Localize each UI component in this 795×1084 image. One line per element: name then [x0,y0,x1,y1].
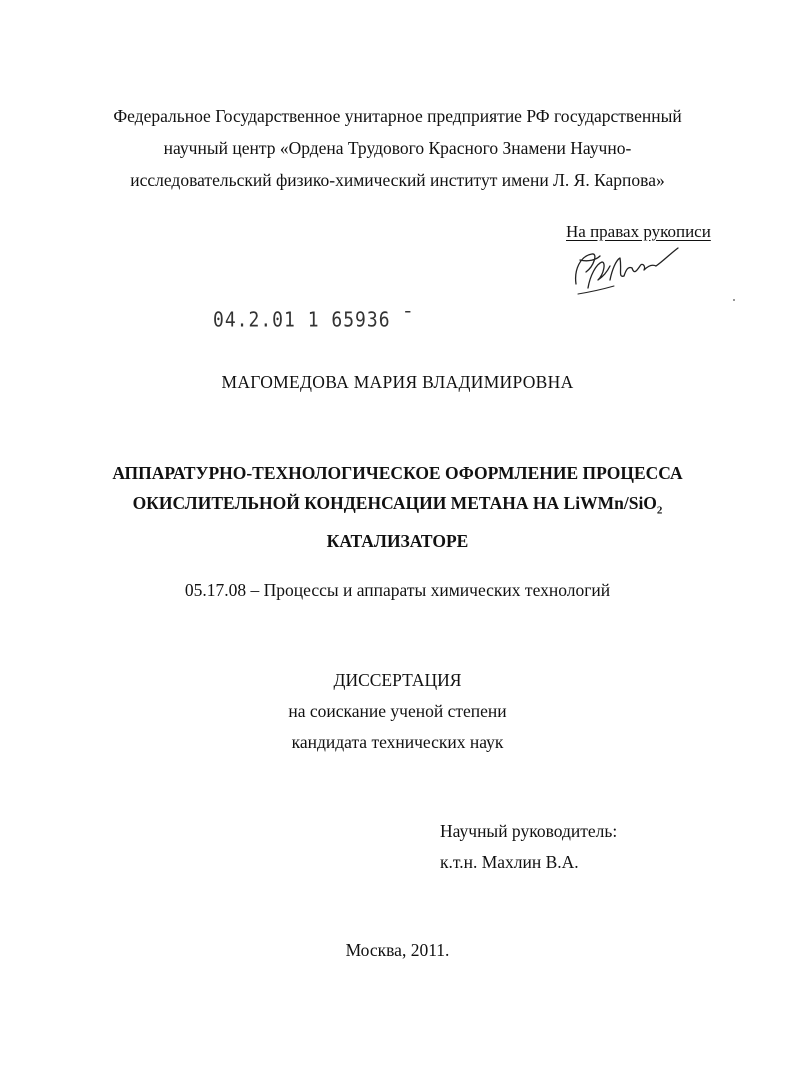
organization-line-1: Федеральное Государственное унитарное предприятие РФ государственный [113,106,682,126]
supervisor-block [440,816,617,878]
dissertation-degree-line-2: кандидата технических наук [291,732,504,752]
dissertation-degree-line-1: на соискание ученой степени [288,701,507,721]
dissertation-block [0,665,795,758]
scan-speck [733,299,735,301]
organization-line-2: научный центр «Ордена Трудового Красного Знамени Научно- [163,138,632,158]
title-line-2-text: ОКИСЛИТЕЛЬНОЙ КОНДЕНСАЦИИ МЕТАНА НА LiWMn/SiO [132,493,657,513]
registration-number: 04.2.01 1 65936 ˉ [213,308,415,333]
organization-line-3: исследовательский физико-химический институт имени Л. Я. Карпова» [130,170,665,190]
title-line-2 [0,488,795,526]
author-name: МАГОМЕДОВА МАРИЯ ВЛАДИМИРОВНА [221,372,574,392]
dissertation-heading: ДИССЕРТАЦИЯ [333,670,462,690]
manuscript-rights-note: На правах рукописи [566,222,711,241]
dissertation-title [0,458,795,556]
supervisor-name: к.т.н. Махлин В.А. [440,852,579,872]
organization-block [0,100,795,196]
supervisor-label: Научный руководитель: [440,821,618,841]
title-line-1: АППАРАТУРНО-ТЕХНОЛОГИЧЕСКОЕ ОФОРМЛЕНИЕ ПРОЦЕССА [112,463,683,483]
title-subscript: 2 [656,504,663,517]
specialty-code: 05.17.08 – Процессы и аппараты химических технологий [184,580,611,600]
signature-icon [570,240,682,302]
title-line-3: КАТАЛИЗАТОРЕ [326,530,469,551]
place-year: Москва, 2011. [345,940,450,960]
